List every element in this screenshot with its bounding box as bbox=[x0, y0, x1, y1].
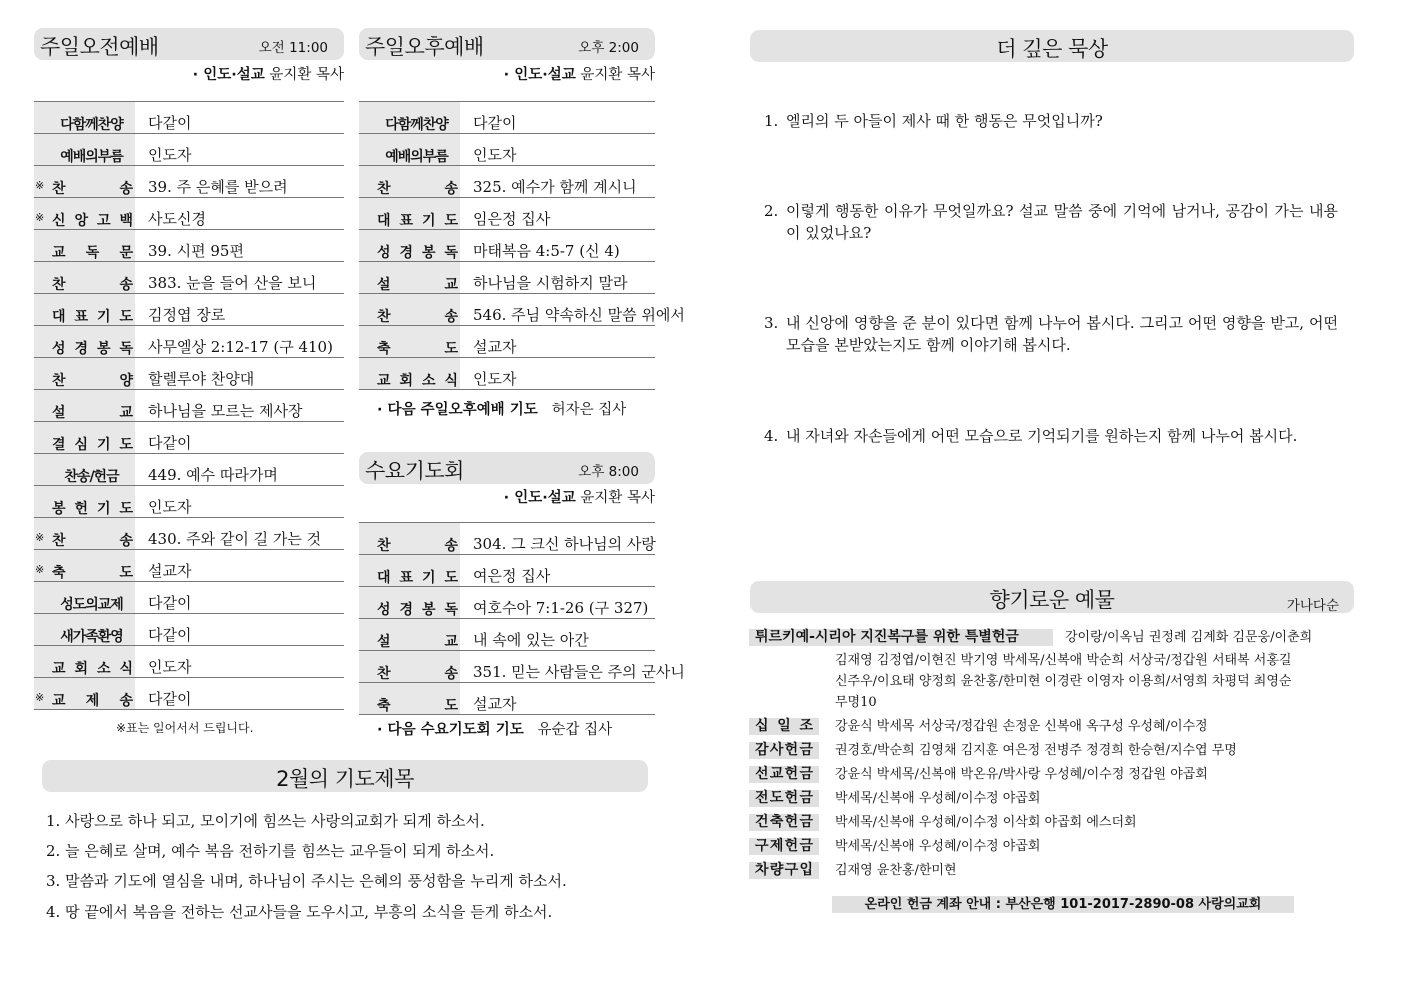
order-row bbox=[34, 646, 344, 678]
morning-service-title: 주일오전예배 bbox=[40, 35, 159, 59]
order-item-label: 다함께찬양 bbox=[385, 117, 448, 133]
order-label-cell bbox=[359, 523, 460, 554]
meditation-question bbox=[764, 312, 1338, 356]
offering-donor-names: 박세목/신복애 우성혜/이수정 야곱회 bbox=[835, 839, 1041, 854]
order-label-cell bbox=[359, 294, 460, 325]
order-item-label: 축 도 bbox=[377, 341, 458, 357]
order-item-value: 사무엘상 2:12-17 (구 410) bbox=[148, 338, 333, 356]
offering-type-label: 차 량 구 입 bbox=[749, 862, 819, 879]
prayer-item: 2. 늘 은혜로 살며, 예수 복음 전하기를 힘쓰는 교우들이 되게 하소서. bbox=[46, 842, 495, 860]
offering-type-label: 건 축 헌 금 bbox=[749, 814, 819, 831]
order-row bbox=[359, 198, 655, 230]
order-item-label: 설 교 bbox=[377, 634, 458, 650]
order-label-cell bbox=[34, 518, 135, 549]
order-item-value: 설교자 bbox=[473, 695, 517, 713]
order-row bbox=[359, 294, 685, 326]
prayer-item: 3. 말씀과 기도에 열심을 내며, 하나님이 주시는 은혜의 풍성함을 누리게 하소서. bbox=[46, 872, 567, 890]
wednesday-leader-name: 윤지환 목사 bbox=[580, 490, 655, 506]
order-item-label: 성도의교제 bbox=[60, 597, 123, 613]
wednesday-next-label: · 다음 수요기도회 기도 bbox=[377, 722, 524, 738]
order-label-cell bbox=[359, 358, 460, 389]
meditation-question bbox=[764, 425, 1338, 447]
order-label-cell bbox=[34, 294, 135, 325]
order-row bbox=[359, 683, 655, 715]
meditation-title: 더 깊은 묵상 bbox=[996, 37, 1108, 61]
order-item-label: 설 교 bbox=[52, 405, 133, 421]
order-label-cell bbox=[359, 262, 460, 293]
order-row bbox=[34, 678, 344, 710]
order-item-label: 성 경 봉 독 bbox=[52, 341, 133, 357]
online-offering-account: 온라인 헌금 계좌 안내 : 부산은행 101-2017-2890-08 사랑의교회 bbox=[832, 896, 1294, 913]
order-row bbox=[359, 230, 655, 262]
morning-order-table bbox=[34, 101, 344, 710]
standing-mark: ※ bbox=[35, 563, 45, 576]
order-item-value: 다같이 bbox=[148, 626, 192, 644]
order-item-value: 김정엽 장로 bbox=[148, 306, 226, 324]
order-item-value: 304. 그 크신 하나님의 사랑 bbox=[473, 535, 656, 553]
order-item-label: 축 도 bbox=[377, 698, 458, 714]
order-label-cell bbox=[34, 422, 135, 453]
order-label-cell bbox=[359, 134, 460, 165]
order-item-label: 교 회 소 식 bbox=[377, 373, 458, 389]
order-row bbox=[359, 358, 655, 390]
order-row bbox=[34, 614, 344, 646]
order-row bbox=[34, 550, 344, 582]
special-offering-label-text: 튀르키예-시리아 지진복구를 위한 특별헌금 bbox=[755, 629, 1019, 645]
order-item-value: 인도자 bbox=[473, 370, 517, 388]
order-item-label: 대 표 기 도 bbox=[377, 213, 458, 229]
order-row bbox=[34, 198, 344, 230]
afternoon-leader bbox=[359, 63, 655, 84]
afternoon-leader-name: 윤지환 목사 bbox=[580, 67, 655, 83]
question-text: 엘리의 두 아들이 제사 때 한 행동은 무엇입니까? bbox=[786, 112, 1103, 130]
order-item-label: 봉 헌 기 도 bbox=[52, 501, 133, 517]
wednesday-service-time: 오후 8:00 bbox=[578, 464, 639, 480]
order-item-value: 325. 예수가 함께 계시니 bbox=[473, 178, 637, 196]
order-label-cell bbox=[34, 326, 135, 357]
offering-sort-note: 가나다순 bbox=[1286, 598, 1339, 614]
wednesday-service-header bbox=[359, 452, 655, 484]
afternoon-leader-role: · 인도·설교 bbox=[503, 67, 576, 83]
morning-leader bbox=[34, 63, 344, 84]
order-item-label: 찬 송 bbox=[377, 181, 458, 197]
order-label-cell bbox=[359, 587, 460, 618]
order-item-value: 설교자 bbox=[473, 338, 517, 356]
order-label-cell bbox=[34, 166, 135, 197]
order-item-label: 새가족환영 bbox=[60, 629, 123, 645]
question-text: 이렇게 행동한 이유가 무엇일까요? 설교 말씀 중에 기억에 남거나, 공감이 가는 내용이 있었나요? bbox=[786, 202, 1338, 242]
order-item-value: 인도자 bbox=[148, 658, 192, 676]
order-item-label: 찬 송 bbox=[377, 666, 458, 682]
order-item-label: 결 심 기 도 bbox=[52, 437, 133, 453]
order-row bbox=[359, 523, 655, 555]
order-label-cell bbox=[359, 619, 460, 650]
order-item-label: 찬 송 bbox=[52, 533, 133, 549]
offering-type-label: 선 교 헌 금 bbox=[749, 766, 819, 783]
order-item-value: 430. 주와 같이 길 가는 것 bbox=[148, 530, 322, 548]
order-item-label: 성 경 봉 독 bbox=[377, 245, 458, 261]
order-item-value: 다같이 bbox=[148, 690, 192, 708]
wednesday-leader bbox=[359, 486, 655, 507]
morning-service-time: 오전 11:00 bbox=[258, 40, 328, 56]
order-item-label: 교 제 송 bbox=[52, 693, 133, 709]
afternoon-next-name: 허자은 집사 bbox=[551, 402, 627, 418]
wednesday-next-prayer bbox=[377, 718, 612, 739]
order-label-cell bbox=[34, 646, 135, 677]
order-item-value: 383. 눈을 들어 산을 보니 bbox=[148, 274, 317, 292]
afternoon-next-label: · 다음 주일오후예배 기도 bbox=[377, 402, 538, 418]
order-item-label: 교 독 문 bbox=[52, 245, 133, 261]
order-label-cell bbox=[34, 678, 135, 709]
wednesday-service-title: 수요기도회 bbox=[365, 459, 464, 483]
order-label-cell bbox=[34, 230, 135, 261]
order-label-cell bbox=[34, 102, 135, 133]
order-label-cell bbox=[359, 683, 460, 714]
order-row bbox=[359, 326, 655, 358]
prayer-topics-title: 2월의 기도제목 bbox=[276, 767, 414, 791]
offering-header bbox=[750, 581, 1354, 613]
order-row bbox=[34, 102, 344, 134]
meditation-question bbox=[764, 110, 1338, 132]
question-number: 2. bbox=[764, 202, 779, 220]
order-item-label: 예배의부름 bbox=[60, 149, 123, 165]
offering-type-label: 십 일 조 bbox=[749, 718, 819, 735]
offering-donor-names: 김재영 윤찬홍/한미현 bbox=[835, 863, 957, 878]
order-item-value: 여호수아 7:1-26 (구 327) bbox=[473, 599, 649, 617]
wednesday-leader-role: · 인도·설교 bbox=[503, 490, 576, 506]
order-item-label: 찬 송 bbox=[52, 181, 133, 197]
order-row bbox=[34, 518, 344, 550]
order-item-value: 설교자 bbox=[148, 562, 192, 580]
prayer-topics-header bbox=[42, 760, 648, 792]
order-item-label: 찬 송 bbox=[377, 309, 458, 325]
order-label-cell bbox=[34, 550, 135, 581]
morning-leader-name: 윤지환 목사 bbox=[269, 67, 344, 83]
order-row bbox=[34, 390, 344, 422]
order-label-cell bbox=[359, 198, 460, 229]
order-label-cell bbox=[34, 358, 135, 389]
order-item-value: 하나님을 모르는 제사장 bbox=[148, 402, 303, 420]
offering-donor-names: 권경호/박순희 김영채 김지훈 여은정 전병주 정경희 한승현/지수엽 무명 bbox=[835, 743, 1237, 758]
offering-title: 향기로운 예물 bbox=[989, 588, 1115, 612]
afternoon-service-title: 주일오후예배 bbox=[365, 35, 484, 59]
order-row bbox=[359, 166, 655, 198]
offering-donor-names: 강윤식 박세목/신복애 박온유/박사랑 우성혜/이수정 정갑원 야곱회 bbox=[835, 767, 1208, 782]
order-item-label: 찬 송 bbox=[377, 538, 458, 554]
order-item-value: 351. 믿는 사람들은 주의 군사니 bbox=[473, 663, 685, 681]
order-label-cell bbox=[34, 134, 135, 165]
order-row bbox=[359, 262, 655, 294]
order-item-value: 546. 주님 약속하신 말씀 위에서 bbox=[473, 306, 685, 324]
order-item-label: 찬 양 bbox=[52, 373, 133, 389]
question-number: 3. bbox=[764, 314, 779, 332]
order-item-value: 다같이 bbox=[148, 114, 192, 132]
special-offering-names: 강이랑/이옥님 권정례 김계화 김문웅/이춘희 bbox=[1065, 630, 1313, 645]
offering-type-label: 감 사 헌 금 bbox=[749, 742, 819, 759]
order-label-cell bbox=[359, 102, 460, 133]
order-label-cell bbox=[34, 262, 135, 293]
order-item-value: 사도신경 bbox=[148, 210, 206, 228]
order-row bbox=[34, 454, 344, 486]
offering-donor-names: 강윤식 박세목 서상국/정갑원 손정운 신복애 옥구성 우성혜/이수정 bbox=[835, 719, 1208, 734]
standing-mark: ※ bbox=[35, 179, 45, 192]
order-row bbox=[359, 102, 655, 134]
order-item-label: 교 회 소 식 bbox=[52, 661, 133, 677]
order-row bbox=[34, 134, 344, 166]
order-item-value: 여은정 집사 bbox=[473, 567, 551, 585]
standing-mark: ※ bbox=[35, 531, 45, 544]
order-item-label: 설 교 bbox=[377, 277, 458, 293]
order-label-cell bbox=[359, 230, 460, 261]
special-offering-label bbox=[749, 629, 1053, 646]
order-item-value: 다같이 bbox=[473, 114, 517, 132]
order-row bbox=[34, 486, 344, 518]
order-item-label: 찬송/헌금 bbox=[64, 469, 119, 485]
order-item-value: 할렐루야 찬양대 bbox=[148, 370, 255, 388]
order-row bbox=[34, 262, 344, 294]
wednesday-next-name: 유순갑 집사 bbox=[537, 722, 613, 738]
wednesday-order-table bbox=[359, 522, 685, 715]
order-label-cell bbox=[34, 614, 135, 645]
order-row bbox=[34, 166, 344, 198]
order-label-cell bbox=[359, 651, 460, 682]
special-offering-names: 김재영 김정엽/이현진 박기영 박세목/신복애 박순희 서상국/정갑원 서태복 서홍길 bbox=[835, 653, 1292, 668]
afternoon-order-table bbox=[359, 101, 685, 390]
meditation-header bbox=[750, 30, 1354, 62]
order-item-label: 예배의부름 bbox=[385, 149, 448, 165]
order-item-value: 39. 주 은혜를 받으려 bbox=[148, 178, 288, 196]
afternoon-service-time: 오후 2:00 bbox=[578, 40, 639, 56]
order-item-label: 다함께찬양 bbox=[60, 117, 123, 133]
offering-type-label: 전 도 헌 금 bbox=[749, 790, 819, 807]
order-item-value: 하나님을 시험하지 말라 bbox=[473, 274, 628, 292]
order-label-cell bbox=[34, 454, 135, 485]
standing-mark: ※ bbox=[35, 691, 45, 704]
offering-type-label: 구 제 헌 금 bbox=[749, 838, 819, 855]
order-item-label: 대 표 기 도 bbox=[377, 570, 458, 586]
order-item-value: 39. 시편 95편 bbox=[148, 242, 244, 260]
order-label-cell bbox=[359, 166, 460, 197]
question-number: 1. bbox=[764, 112, 779, 130]
order-label-cell bbox=[359, 555, 460, 586]
order-row bbox=[34, 358, 344, 390]
order-label-cell bbox=[34, 582, 135, 613]
order-row bbox=[34, 294, 344, 326]
order-item-value: 다같이 bbox=[148, 434, 192, 452]
order-row bbox=[359, 619, 655, 651]
order-item-label: 성 경 봉 독 bbox=[377, 602, 458, 618]
order-item-label: 찬 송 bbox=[52, 277, 133, 293]
order-row bbox=[34, 582, 344, 614]
special-offering-names: 무명10 bbox=[835, 695, 877, 710]
order-item-label: 대 표 기 도 bbox=[52, 309, 133, 325]
order-item-value: 인도자 bbox=[148, 146, 192, 164]
morning-leader-role: · 인도·설교 bbox=[192, 67, 265, 83]
order-row bbox=[34, 230, 344, 262]
order-row bbox=[359, 651, 685, 683]
order-item-label: 신 앙 고 백 bbox=[52, 213, 133, 229]
order-item-value: 인도자 bbox=[148, 498, 192, 516]
question-number: 4. bbox=[764, 427, 779, 445]
order-label-cell bbox=[34, 390, 135, 421]
meditation-question bbox=[764, 200, 1338, 244]
afternoon-service-header bbox=[359, 28, 655, 60]
question-text: 내 자녀와 자손들에게 어떤 모습으로 기억되기를 원하는지 함께 나누어 봅시다. bbox=[786, 427, 1298, 445]
question-text: 내 신앙에 영향을 준 분이 있다면 함께 나누어 봅시다. 그리고 어떤 영향을 받고, 어떤 모습을 본받았는지도 함께 이야기해 봅시다. bbox=[786, 314, 1338, 354]
order-label-cell bbox=[359, 326, 460, 357]
standing-mark: ※ bbox=[35, 211, 45, 224]
prayer-item: 4. 땅 끝에서 복음을 전하는 선교사들을 도우시고, 부흥의 소식을 듣게 하소서. bbox=[46, 903, 553, 921]
order-row bbox=[359, 587, 655, 619]
order-row bbox=[34, 326, 344, 358]
order-item-label: 축 도 bbox=[52, 565, 133, 581]
order-row bbox=[34, 422, 344, 454]
order-row bbox=[359, 134, 655, 166]
order-item-value: 내 속에 있는 아간 bbox=[473, 631, 589, 649]
offering-donor-names: 박세목/신복애 우성혜/이수정 야곱회 bbox=[835, 791, 1041, 806]
order-label-cell bbox=[34, 486, 135, 517]
order-label-cell bbox=[34, 198, 135, 229]
order-item-value: 인도자 bbox=[473, 146, 517, 164]
standing-note: ※표는 일어서서 드립니다. bbox=[116, 721, 254, 735]
offering-donor-names: 박세목/신복애 우성혜/이수정 이삭회 야곱회 에스더회 bbox=[835, 815, 1137, 830]
morning-service-header bbox=[34, 28, 344, 60]
order-item-value: 다같이 bbox=[148, 594, 192, 612]
order-item-value: 449. 예수 따라가며 bbox=[148, 466, 278, 484]
prayer-item: 1. 사랑으로 하나 되고, 모이기에 힘쓰는 사랑의교회가 되게 하소서. bbox=[46, 812, 485, 830]
special-offering-names: 신주우/이요태 양정희 윤찬홍/한미현 이경란 이영자 이용희/서영희 차평덕 최영순 bbox=[835, 674, 1292, 689]
order-item-value: 마태복음 4:5-7 (신 4) bbox=[473, 242, 620, 260]
order-item-value: 임은정 집사 bbox=[473, 210, 551, 228]
order-row bbox=[359, 555, 655, 587]
afternoon-next-prayer bbox=[377, 398, 626, 419]
